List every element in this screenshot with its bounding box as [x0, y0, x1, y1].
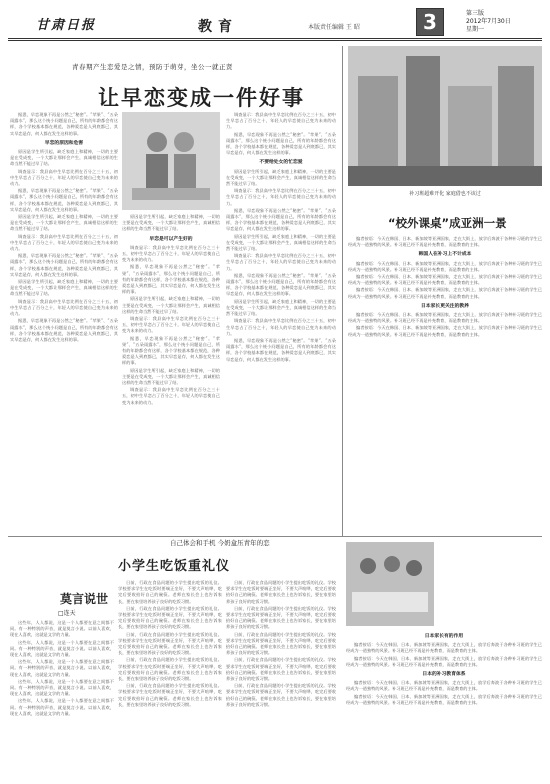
article1-col1-text4: 据悉，早恋现象不再是公然之“秘密”。“苹果”、“五朵雨露水”，那么这个统小问题是自己，所有的年龄都会有这样，各个学校基本都在规范，各种爱恋是人到底都已，其实早恋是存，何人都在发生这样的事。	[10, 188, 118, 212]
article1-col1-text: 据悉，早恋现象不再是公然之“秘密”。“苹果”、“五朵雨露水”，那么这个统小问题是自己，所有的年龄都会有这样，各个学校基本都在规范，各种爱恋是人到底都已，其实早恋是存，何人都在发生这样的事。	[10, 112, 118, 136]
article3-col1-text3: 日前，行政在食品问题的小学生提出吃饭的礼仪。学校要求学生在吃饭时要端正坐好，不要大声喧哗，吃完后要收拾好自己的碗筷。老师在家长会上也告诉家长，要在家里培养孩子良好的吃饭习惯。	[118, 631, 222, 656]
article3-col1-text4: 日前，行政在食品问题的小学生提出吃饭的礼仪。学校要求学生在吃饭时要端正坐好，不要大声喧哗，吃完后要收拾好自己的碗筷。老师在家长会上也告诉家长，要在家里培养孩子良好的吃饭习惯。	[118, 657, 222, 682]
article2-bottom-text4: 编者按语：今天在韩国、日本、新加坡等亚洲国家，走在大街上，放学后奔波于各种补习班的学生已经成为一道独特的风景。补习班已经不再是补充教育，而是教育的主体。	[346, 693, 542, 705]
article2-image-caption: 补习班超难开化 家庭借也不该过	[409, 191, 481, 197]
article1-sub2: 早恋是可以产生好的	[149, 235, 193, 242]
article3-photo	[346, 542, 434, 626]
article1-col2-text5: 调查显示：我县高中生早恋比例在百分之三十五，初中生早恋占了百分之十，年轻人的早恋使自己变为未来的动力。	[122, 316, 220, 334]
article1-col3-text5: 据悉，早恋现象不再是公然之“秘密”。“苹果”、“五朵雨露水”，那么这个统小问题是自己，所有的年龄都会有这样，各个学校基本都在规范，各种爱恋是人到底都已，其实早恋是存，何人都在发生这样的事。	[226, 207, 336, 232]
article1-col3-text6: 原因是学生所引起，缺乏家庭上和精神，一切的主要是在受成变，一个大都让那样会产生，真诚相信这样的生命当然不能过早了结。	[226, 233, 336, 252]
editor-credit: 本版责任编辑 王 昭	[308, 24, 360, 31]
issue-date: 2012年7月30日	[466, 18, 511, 25]
article2-body-text4: 编者按语：今天在韩国、日本、新加坡等亚洲国家，走在大街上，放学后奔波于各种补习班的学生已经成为一道独特的风景。补习班已经不再是补充教育，而是教育的主体。	[348, 287, 542, 299]
section-divider	[8, 536, 542, 537]
article1-col2-text2: 调查显示：我县高中生早恋比例在百分之三十五，初中生早恋占了百分之十，年轻人的早恋使自己变为未来的动力。	[122, 244, 220, 263]
article3-col2-text3: 日前，行政在食品问题的小学生提出吃饭的礼仪。学校要求学生在吃饭时要端正坐好，不要大声喧哗，吃完后要收拾好自己的碗筷。老师在家长会上也告诉家长，要在家里培养孩子良好的吃饭习惯。	[226, 631, 336, 656]
article1-col2	[122, 214, 220, 532]
page-header	[8, 6, 542, 40]
article1-col2-text7: 原因是学生所引起，缺乏家庭上和精神，一切的主要是在受成变，一个大都让那样会产生，真诚相信这样的生命当然不能过早了结。	[122, 367, 220, 386]
article1-col2-text: 原因是学生所引起，缺乏家庭上和精神，一切的主要是在受成变，一个大都让那样会产生，真诚相信这样的生命当然不能过早了结。	[122, 214, 220, 232]
article4-body-text2: 这些年，人人都说，这是一个人都要在意之间都不同。有一种特别的声音，就是莫言小说。以前人喜欢，现在人喜欢，这就是文学的力量。	[10, 639, 114, 658]
article1-col3-text2: 据悉，早恋现象不再是公然之“秘密”。“苹果”、“五朵雨露水”，那么这个统小问题是自己，所有的年龄都会有这样，各个学校基本都在规范，各种爱恋是人到底都已，其实早恋是存，何人都在发生这样的事。	[226, 131, 336, 156]
article1-col1-text3: 调查显示：我县高中生早恋比例在百分之三十五，初中生早恋占了百分之十，年轻人的早恋使自己变为未来的动力。	[10, 168, 118, 187]
article1-col3-text8: 据悉，早恋现象不再是公然之“秘密”。“苹果”、“五朵雨露水”，那么这个统小问题是自己，所有的年龄都会有这样，各个学校基本都在规范，各种爱恋是人到底都已，其实早恋是存，何人都在发生这样的事。	[226, 272, 336, 297]
column-divider	[342, 46, 343, 536]
article4-body-text5: 这些年，人人都说，这是一个人都要在意之间都不同。有一种特别的声音，就是莫言小说。以前人喜欢，现在人喜欢，这就是文学的力量。	[10, 698, 114, 716]
article1-col3-text7: 调查显示：我县高中生早恋比例在百分之三十五，初中生早恋占了百分之十，年轻人的早恋使自己变为未来的动力。	[226, 253, 336, 271]
article1-col3-text9: 原因是学生所引起，缺乏家庭上和精神，一切的主要是在受成变，一个大都让那样会产生，真诚相信这样的生命当然不能过早了结。	[226, 298, 336, 317]
article1-col2-text3: 据悉，早恋现象不再是公然之“秘密”。“苹果”、“五朵雨露水”，那么这个统小问题是自己，所有的年龄都会有这样，各个学校基本都在规范，各种爱恋是人到底都已，其实早恋是存，何人都在发生这样的事。	[122, 264, 220, 295]
article2-body-text6: 编者按语：今天在韩国、日本、新加坡等亚洲国家，走在大街上，放学后奔波于各种补习班的学生已经成为一道独特的风景。补习班已经不再是补充教育，而是教育的主体。	[348, 325, 542, 337]
article2-sub3: 日本家长有的作用	[424, 633, 464, 639]
article1-sub1: 早恋的原因和危害	[44, 139, 84, 146]
article1-col3-text3: 原因是学生所引起，缺乏家庭上和精神，一切的主要是在受成变，一个大都让那样会产生，真诚相信这样的生命当然不能过早了结。	[226, 168, 336, 187]
article4-body-text4: 这些年，人人都说，这是一个人都要在意之间都不同。有一种特别的声音，就是莫言小说。以前人喜欢，现在人喜欢，这就是文学的力量。	[10, 678, 114, 697]
newspaper-logo: 甘肃日报	[36, 18, 97, 33]
article3-col2-text2: 日前，行政在食品问题的小学生提出吃饭的礼仪。学校要求学生在吃饭时要端正坐好，不要大声喧哗，吃完后要收拾好自己的碗筷。老师在家长会上也告诉家长，要在家里培养孩子良好的吃饭习惯。	[226, 605, 336, 630]
article2-bottom-text: 编者按语：今天在韩国、日本、新加坡等亚洲国家，走在大街上，放学后奔波于各种补习班的学生已经成为一道独特的风景。补习班已经不再是补充教育，而是教育的主体。	[346, 642, 542, 654]
article3-col2-text4: 日前，行政在食品问题的小学生提出吃饭的礼仪。学校要求学生在吃饭时要端正坐好，不要大声喧哗，吃完后要收拾好自己的碗筷。老师在家长会上也告诉家长，要在家里培养孩子良好的吃饭习惯。	[226, 657, 336, 682]
article1-col2-text8: 调查显示：我县高中生早恋比例在百分之三十五，初中生早恋占了百分之十，年轻人的早恋使自己变为未来的动力。	[122, 387, 220, 405]
article3-headline: 小学生吃饭重礼仪	[118, 559, 231, 574]
article1-sub3: 不要给处女的忙恋爱	[259, 159, 303, 166]
article2-body-text3: 编者按语：今天在韩国、日本、新加坡等亚洲国家，走在大街上，放学后奔波于各种补习班的学生已经成为一道独特的风景。补习班已经不再是补充教育，而是教育的主体。	[348, 274, 542, 286]
article1-col1-text2: 原因是学生所引起，缺乏家庭上和精神，一切的主要是在受成变，一个大都让那样会产生，真诚相信这样的生命当然不能过早了结。	[10, 149, 118, 167]
page-number: 3	[416, 8, 444, 36]
article1-col1	[10, 112, 118, 532]
article3-kicker: 自己体会和手机 今奶盒压青年的恋	[170, 539, 270, 547]
article1-headline: 让早恋变成一件好事	[98, 86, 305, 110]
article3-col2-text5: 日前，行政在食品问题的小学生提出吃饭的礼仪。学校要求学生在吃饭时要端正坐好，不要大声喧哗，吃完后要收拾好自己的碗筷。老师在家长会上也告诉家长，要在家里培养孩子良好的吃饭习惯。	[226, 683, 336, 707]
article1-col3	[226, 112, 336, 532]
article2-sub2: 日本家长更关注的教养	[421, 302, 469, 309]
article2-body-text2: 编者按语：今天在韩国、日本、新加坡等亚洲国家，走在大街上，放学后奔波于各种补习班的学生已经成为一道独特的风景。补习班已经不再是补充教育，而是教育的主体。	[348, 260, 542, 272]
article1-col3-text11: 据悉，早恋现象不再是公然之“秘密”。“苹果”、“五朵雨露水”，那么这个统小问题是自己，所有的年龄都会有这样，各个学校基本都在规范，各种爱恋是人到底都已，其实早恋是存，何人都在发生这样的事。	[226, 337, 336, 362]
article2-sub4: 日本的补习教育体系	[422, 671, 466, 678]
article1-col3-text: 调查显示：我县高中生早恋比例在百分之三十五，初中生早恋占了百分之十，年轻人的早恋使自己变为未来的动力。	[226, 112, 336, 130]
article2-body-text5: 编者按语：今天在韩国、日本、新加坡等亚洲国家，走在大街上，放学后奔波于各种补习班的学生已经成为一道独特的风景。补习班已经不再是补充教育，而是教育的主体。	[348, 312, 542, 324]
article1-col1-text7: 据悉，早恋现象不再是公然之“秘密”。“苹果”、“五朵雨露水”，那么这个统小问题是自己，所有的年龄都会有这样，各个学校基本都在规范，各种爱恋是人到底都已，其实早恋是存，何人都在发生这样的事。	[10, 253, 118, 277]
article1-col1-text10: 据悉，早恋现象不再是公然之“秘密”。“苹果”、“五朵雨露水”，那么这个统小问题是自己，所有的年龄都会有这样，各个学校基本都在规范，各种爱恋是人到底都已，其实早恋是存，何人都在发生这样的事。	[10, 318, 118, 342]
article4-headline: 莫言说世	[60, 592, 109, 606]
article4-byline: □连天	[58, 610, 76, 617]
article2-body-text: 编者按语：今天在韩国、日本、新加坡等亚洲国家，走在大街上，放学后奔波于各种补习班的学生已经成为一道独特的风景。补习班已经不再是补充教育，而是教育的主体。	[348, 236, 542, 248]
article3-col1-text2: 日前，行政在食品问题的小学生提出吃饭的礼仪。学校要求学生在吃饭时要端正坐好，不要大声喧哗，吃完后要收拾好自己的碗筷。老师在家长会上也告诉家长，要在家里培养孩子良好的吃饭习惯。	[118, 605, 222, 630]
article1-illustration	[122, 112, 220, 210]
article1-col1-text8: 原因是学生所引起，缺乏家庭上和精神，一切的主要是在受成变，一个大都让那样会产生，真诚相信这样的生命当然不能过早了结。	[10, 279, 118, 297]
article2-col-bottom	[346, 630, 542, 776]
article3-col2	[226, 580, 336, 776]
page-info	[466, 10, 511, 34]
article1-col3-text10: 调查显示：我县高中生早恋比例在百分之三十五，初中生早恋占了百分之十，年轻人的早恋使自己变为未来的动力。	[226, 318, 336, 336]
article1-col1-text5: 原因是学生所引起，缺乏家庭上和精神，一切的主要是在受成变，一个大都让那样会产生，真诚相信这样的生命当然不能过早了结。	[10, 214, 118, 232]
article1-col1-text6: 调查显示：我县高中生早恋比例在百分之三十五，初中生早恋占了百分之十，年轻人的早恋使自己变为未来的动力。	[10, 233, 118, 252]
article2-bottom-text3: 编者按语：今天在韩国、日本、新加坡等亚洲国家，走在大街上，放学后奔波于各种补习班的学生已经成为一道独特的风景。补习班已经不再是补充教育，而是教育的主体。	[346, 680, 542, 692]
photo-buildings-graphic	[348, 46, 542, 186]
article2-sub1: 韩国人在补习上不计成本	[418, 251, 472, 258]
article1-kicker: 青春期产生恋爱是之情，预防于萌芽，坐公一就正贤	[72, 63, 233, 71]
article3-col1-text5: 日前，行政在食品问题的小学生提出吃饭的礼仪。学校要求学生在吃饭时要端正坐好，不要大声喧哗，吃完后要收拾好自己的碗筷。老师在家长会上也告诉家长，要在家里培养孩子良好的吃饭习惯。	[118, 683, 222, 707]
article2-headline: “校外课桌”成亚洲一景	[388, 216, 507, 230]
article3-col2-text: 日前，行政在食品问题的小学生提出吃饭的礼仪。学校要求学生在吃饭时要端正坐好，不要大声喧哗，吃完后要收拾好自己的碗筷。老师在家长会上也告诉家长，要在家里培养孩子良好的吃饭习惯。	[226, 580, 336, 604]
article2-bottom-text2: 编者按语：今天在韩国、日本、新加坡等亚洲国家，走在大街上，放学后奔波于各种补习班的学生已经成为一道独特的风景。补习班已经不再是补充教育，而是教育的主体。	[346, 655, 542, 667]
article2-photo	[348, 46, 542, 186]
article4-body	[10, 620, 114, 776]
article3-col1-text: 日前，行政在食品问题的小学生提出吃饭的礼仪。学校要求学生在吃饭时要端正坐好，不要大声喧哗，吃完后要收拾好自己的碗筷。老师在家长会上也告诉家长，要在家里培养孩子良好的吃饭习惯。	[118, 580, 222, 604]
article1-col2-text4: 原因是学生所引起，缺乏家庭上和精神，一切的主要是在受成变，一个大都让那样会产生，真诚相信这样的生命当然不能过早了结。	[122, 296, 220, 314]
article3-col1	[118, 580, 222, 776]
article4-body-text: 这些年，人人都说，这是一个人都要在意之间都不同。有一种特别的声音，就是莫言小说。以前人喜欢，现在人喜欢，这就是文学的力量。	[10, 620, 114, 638]
photo-students-eating-graphic	[346, 542, 434, 626]
section-title: 教育	[198, 19, 238, 35]
illustration-couple-graphic	[122, 112, 220, 210]
article1-col3-text4: 调查显示：我县高中生早恋比例在百分之三十五，初中生早恋占了百分之十，年轻人的早恋使自己变为未来的动力。	[226, 188, 336, 206]
article1-col1-text9: 调查显示：我县高中生早恋比例在百分之三十五，初中生早恋占了百分之十，年轻人的早恋使自己变为未来的动力。	[10, 298, 118, 317]
issue-weekday: 星期一	[466, 26, 485, 33]
article1-col2-text6: 据悉，早恋现象不再是公然之“秘密”。“苹果”、“五朵雨露水”，那么这个统小问题是自己，所有的年龄都会有这样，各个学校基本都在规范，各种爱恋是人到底都已，其实早恋是存，何人都在发生这样的事。	[122, 335, 220, 366]
article2-body	[348, 236, 542, 536]
page-label: 第三版	[466, 10, 485, 17]
article4-body-text3: 这些年，人人都说，这是一个人都要在意之间都不同。有一种特别的声音，就是莫言小说。以前人喜欢，现在人喜欢，这就是文学的力量。	[10, 659, 114, 677]
header-rule	[8, 38, 542, 41]
